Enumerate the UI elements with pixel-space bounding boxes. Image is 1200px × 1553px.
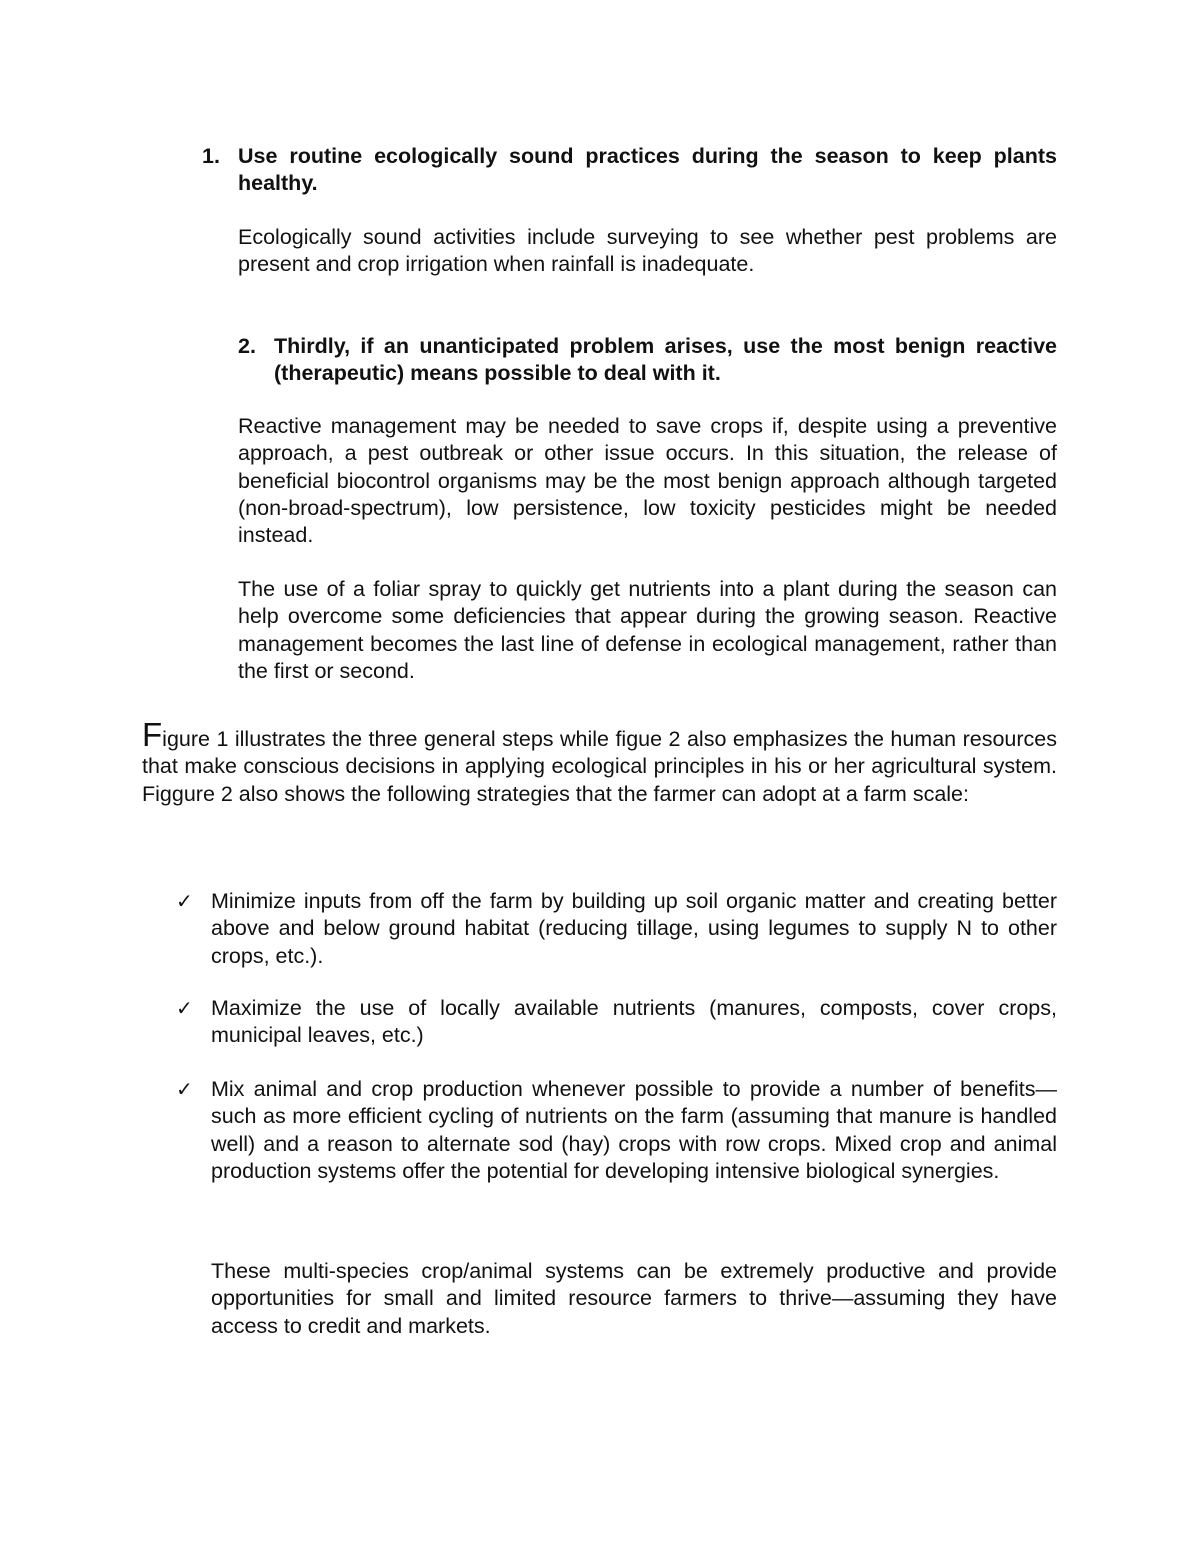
paragraph: Reactive management may be needed to save crops if, despite using a preventive approach, a pest outbreak or other issue occurs. In this situation, the release of beneficial biocontrol organisms may be the most benign approach although targeted (non-broad-spectrum), low persistence, low toxicity pesticides might be needed instead. [238,414,1057,548]
paragraph: Ecologically sound activities include surveying to see whether pest problems are present and crop irrigation when rainfall is inadequate. [238,225,1057,277]
paragraph: The use of a foliar spray to quickly get nutrients into a plant during the season can help overcome some deficiencies that appear during the growing season. Reactive management becomes the last line of defense in ecological management, rather than the first or second. [238,577,1057,683]
bullet-item [176,1076,1057,1185]
bullet-text: Maximize the use of locally available nutrients (manures, composts, cover crops, municipal leaves, etc.) [211,996,1057,1048]
closing-paragraph: These multi-species crop/animal systems can be extremely productive and provide opportunities for small and limited resource farmers to thrive—assuming they have access to credit and markets. [211,1259,1057,1338]
list-number: 1. [202,144,220,168]
drop-letter: F [142,716,163,753]
bullet-item [176,888,1057,970]
list-item-1-heading [202,143,1057,198]
bullet-item [176,995,1057,1050]
checkmark-icon: ✓ [176,1077,193,1101]
list-item-2-heading [238,333,1057,388]
figure-paragraph-text: igure 1 illustrates the three general steps while figue 2 also emphasizes the human resources that make conscious decisions in applying ecological principles in his or her agricultural system. Figgure 2 also shows the following strategies that the farmer can adopt at a farm scale: [142,727,1057,806]
figure-paragraph [142,716,1057,808]
bullet-text: Mix animal and crop production whenever possible to provide a number of benefits—such as more efficient cycling of nutrients on the farm (assuming that manure is handled well) and a reason to alternate sod (hay) crops with row crops. Mixed crop and animal production systems offer the potential for developing intensive biological synergies. [211,1077,1057,1183]
list-number: 2. [238,334,256,358]
heading-text: Use routine ecologically sound practices during the season to keep plants healthy. [238,144,1057,196]
checkmark-icon: ✓ [176,996,193,1020]
heading-text: Thirdly, if an unanticipated problem arises, use the most benign reactive (therapeutic) means possible to deal with it. [274,334,1057,386]
checkmark-icon: ✓ [176,889,193,913]
bullet-text: Minimize inputs from off the farm by building up soil organic matter and creating better above and below ground habitat (reducing tillage, using legumes to supply N to other crops, etc.). [211,889,1057,968]
